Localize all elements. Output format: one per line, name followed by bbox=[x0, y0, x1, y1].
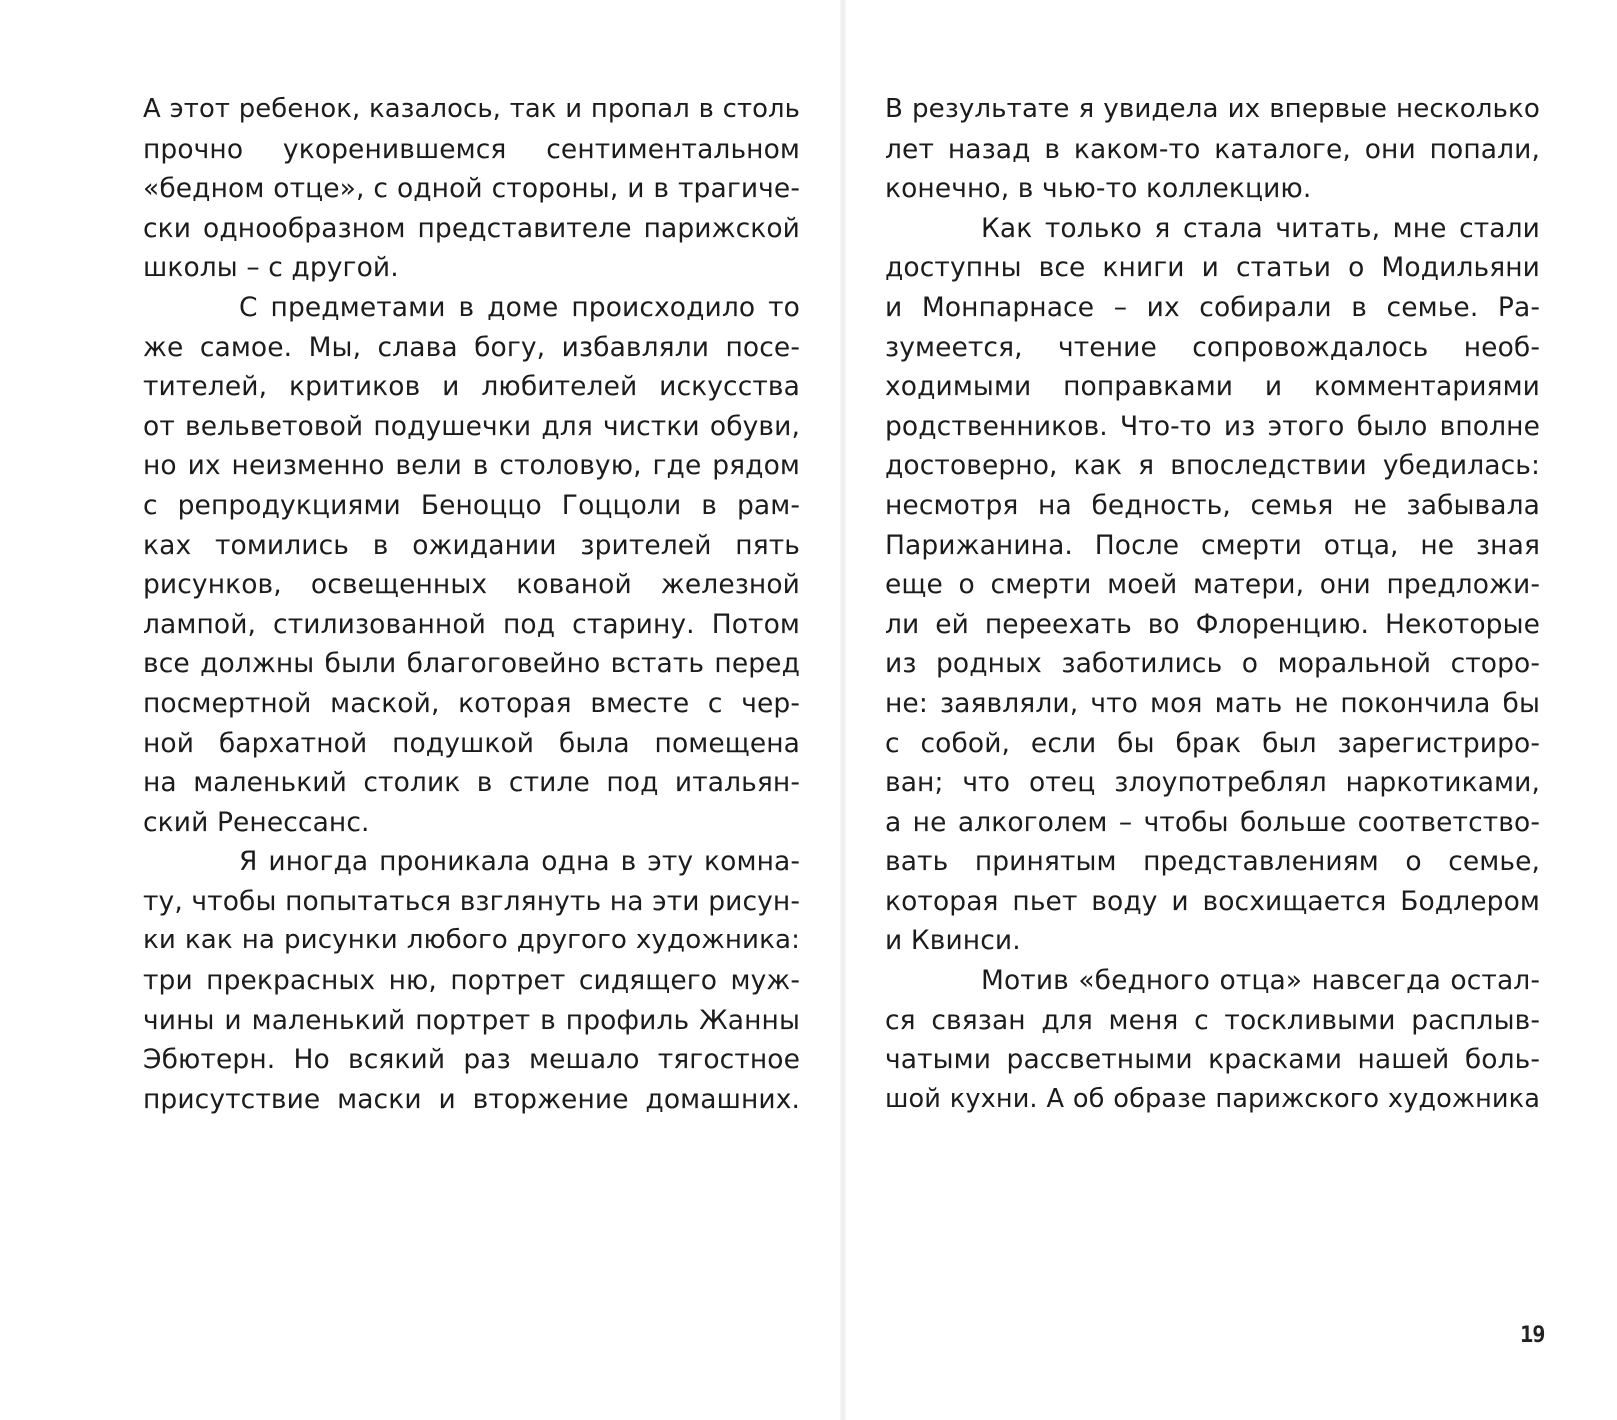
text-line: и Квинси. bbox=[885, 925, 1021, 957]
text-line: ский Ренессанс. bbox=[143, 806, 370, 838]
text-line: ках томились в ожидании зрителей пять bbox=[143, 529, 800, 561]
text-line: которая пьет воду и восхищается Бодлером bbox=[885, 885, 1540, 917]
text-line: Парижанина. После смерти отца, не зная bbox=[885, 529, 1540, 561]
text-line: от вельветовой подушечки для чистки обуви, bbox=[143, 410, 800, 442]
text-line: тителей, критиков и любителей искусства bbox=[143, 371, 800, 403]
text-line: лет назад в каком-то каталоге, они попали, bbox=[885, 133, 1540, 165]
text-line: В результате я увидела их впервые несколько bbox=[885, 94, 1540, 124]
right-page bbox=[842, 0, 1617, 1420]
text-line: несмотря на бедность, семья не забывала bbox=[885, 489, 1540, 521]
text-line: с собой, если бы брак был зарегистриро- bbox=[885, 727, 1540, 759]
text-line: доступны все книги и статьи о Модильяни bbox=[885, 252, 1540, 284]
text-line: Эбютерн. Но всякий раз мешало тягостное bbox=[143, 1044, 800, 1076]
text-line: чины и маленький портрет в профиль Жанны bbox=[143, 1004, 800, 1036]
text-line: родственников. Что-то из этого было вполне bbox=[885, 410, 1540, 442]
text-line: ки как на рисунки любого другого художника: bbox=[143, 925, 800, 956]
text-line: три прекрасных ню, портрет сидящего муж- bbox=[143, 965, 800, 997]
text-line: чатыми рассветными красками нашей боль- bbox=[885, 1044, 1540, 1076]
text-line: же самое. Мы, слава богу, избавляли посе- bbox=[143, 331, 800, 363]
text-line: конечно, в чью-то коллекцию. bbox=[885, 173, 1312, 205]
text-line: все должны были благоговейно встать перед bbox=[143, 648, 800, 680]
text-line: С предметами в доме происходило то bbox=[239, 291, 800, 323]
text-line: ли ей переехать во Флоренцию. Некоторые bbox=[885, 608, 1540, 640]
text-line: шой кухни. А об образе парижского художника bbox=[885, 1083, 1540, 1114]
text-line: прочно укоренившемся сентиментальном bbox=[143, 133, 800, 165]
right-text-column bbox=[885, 90, 1540, 1119]
page-number: 19 bbox=[1520, 1323, 1545, 1348]
text-line: зумеется, чтение сопровождалось необ- bbox=[885, 331, 1540, 363]
text-line: еще о смерти моей матери, они предложи- bbox=[885, 569, 1540, 601]
text-line: школы – с другой. bbox=[143, 252, 399, 284]
text-line: а не алкоголем – чтобы больше соответство- bbox=[885, 806, 1540, 838]
text-line: с репродукциями Беноццо Гоццоли в рам- bbox=[143, 489, 800, 521]
text-line: но их неизменно вели в столовую, где рядом bbox=[143, 450, 800, 482]
text-line: Мотив «бедного отца» навсегда остал- bbox=[981, 965, 1540, 997]
text-line: присутствие маски и вторжение домашних. bbox=[143, 1083, 800, 1115]
text-line: Я иногда проникала одна в эту комна- bbox=[239, 846, 800, 878]
text-line: ся связан для меня с тоскливыми расплыв- bbox=[885, 1004, 1540, 1036]
text-line: рисунков, освещенных кованой железной bbox=[143, 569, 800, 601]
text-line: ходимыми поправками и комментариями bbox=[885, 371, 1540, 403]
text-line: вать принятым представлениям о семье, bbox=[885, 846, 1540, 878]
left-text-column bbox=[143, 90, 800, 1119]
text-line: ной бархатной подушкой была помещена bbox=[143, 727, 800, 759]
text-line: на маленький столик в стиле под итальян- bbox=[143, 767, 800, 799]
text-line: не: заявляли, что моя мать не покончила бы bbox=[885, 687, 1540, 719]
text-line: «бедном отце», с одной стороны, и в трагиче- bbox=[143, 173, 800, 205]
text-line: ту, чтобы попытаться взглянуть на эти рисун- bbox=[143, 885, 800, 917]
text-line: из родных заботились о моральной сторо- bbox=[885, 648, 1540, 680]
text-line: ски однообразном представителе парижской bbox=[143, 212, 800, 244]
text-line: А этот ребенок, казалось, так и пропал в столь bbox=[143, 94, 800, 124]
text-line: Как только я стала читать, мне стали bbox=[981, 212, 1540, 244]
text-line: ван; что отец злоупотреблял наркотиками, bbox=[885, 767, 1540, 799]
text-line: посмертной маской, которая вместе с чер- bbox=[143, 687, 800, 719]
text-line: и Монпарнасе – их собирали в семье. Ра- bbox=[885, 291, 1540, 323]
text-line: достоверно, как я впоследствии убедилась: bbox=[885, 450, 1540, 482]
text-line: лампой, стилизованной под старину. Потом bbox=[143, 608, 800, 640]
